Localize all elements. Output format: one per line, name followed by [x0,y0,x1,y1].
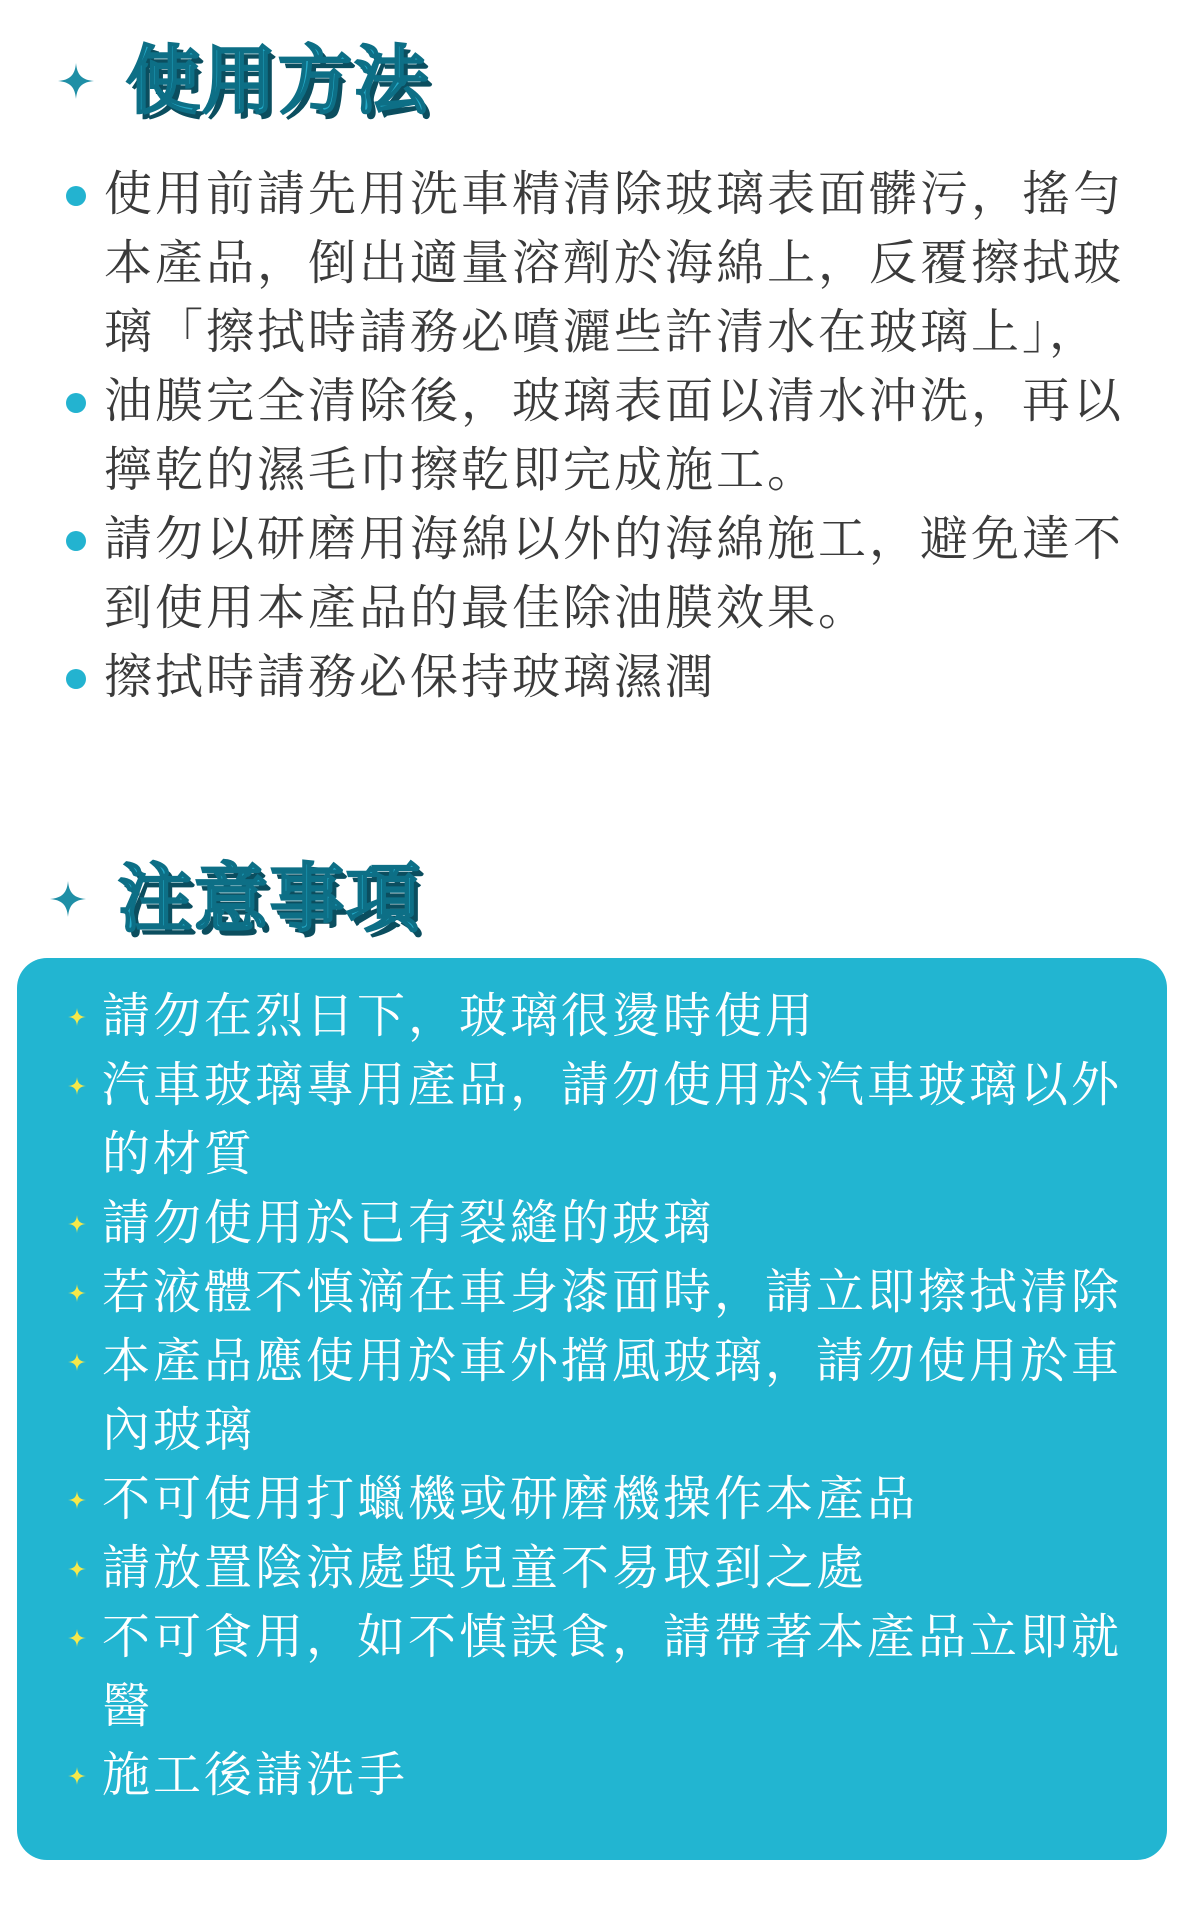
note-item-text: 請放置陰涼處與兒童不易取到之處 [102,1540,868,1596]
note-item-text: 請勿使用於已有裂縫的玻璃 [102,1195,715,1251]
star-icon [68,1284,86,1302]
note-item [50,1189,1137,1258]
note-item-text: 本產品應使用於車外擋風玻璃，請勿使用於車內玻璃 [102,1333,1123,1458]
note-item [50,1327,1137,1465]
notes-list [17,958,1167,1810]
notes-heading [50,856,422,942]
note-item-text: 施工後請洗手 [102,1747,409,1803]
usage-title: 使用方法 [126,38,430,124]
note-item-text: 請勿在烈日下，玻璃很燙時使用 [102,988,817,1044]
note-item-text: 不可使用打蠟機或研磨機操作本產品 [102,1471,919,1527]
usage-item-text: 擦拭時請務必保持玻璃濕潤 [104,649,717,705]
bullet-dot-icon [66,669,86,689]
star-icon [68,1077,86,1095]
usage-item-text: 請勿以研磨用海綿以外的海綿施工，避免達不到使用本產品的最佳除油膜效果。 [104,511,1125,636]
star-icon [68,1491,86,1509]
usage-item-text: 油膜完全清除後，玻璃表面以清水沖洗，再以擰乾的濕毛巾擦乾即完成施工。 [104,373,1125,498]
usage-list [62,160,1137,712]
star-icon [68,1353,86,1371]
usage-item [62,643,1137,712]
note-item [50,1534,1137,1603]
bullet-dot-icon [66,393,86,413]
star-icon [68,1215,86,1233]
usage-heading [58,38,430,124]
bullet-dot-icon [66,186,86,206]
note-item [50,1741,1137,1810]
star-icon [68,1629,86,1647]
usage-item [62,505,1137,643]
star-icon [68,1560,86,1578]
sparkle-icon [58,63,94,99]
star-icon [68,1008,86,1026]
notes-title: 注意事項 [118,856,422,942]
bullet-dot-icon [66,531,86,551]
usage-item-text: 使用前請先用洗車精清除玻璃表面髒污，搖勻本產品，倒出適量溶劑於海綿上，反覆擦拭玻璃「擦拭時請務必噴灑些許清水在玻璃上」， [104,166,1125,360]
note-item [50,982,1137,1051]
notes-panel [17,958,1167,1860]
star-icon [68,1767,86,1785]
note-item [50,1465,1137,1534]
note-item-text: 若液體不慎滴在車身漆面時，請立即擦拭清除 [102,1264,1123,1320]
note-item [50,1051,1137,1189]
note-item-text: 汽車玻璃專用產品，請勿使用於汽車玻璃以外的材質 [102,1057,1123,1182]
usage-item [62,160,1137,367]
note-item [50,1603,1137,1741]
sparkle-icon [50,881,86,917]
note-item-text: 不可食用，如不慎誤食，請帶著本產品立即就醫 [102,1609,1123,1734]
usage-item [62,367,1137,505]
note-item [50,1258,1137,1327]
